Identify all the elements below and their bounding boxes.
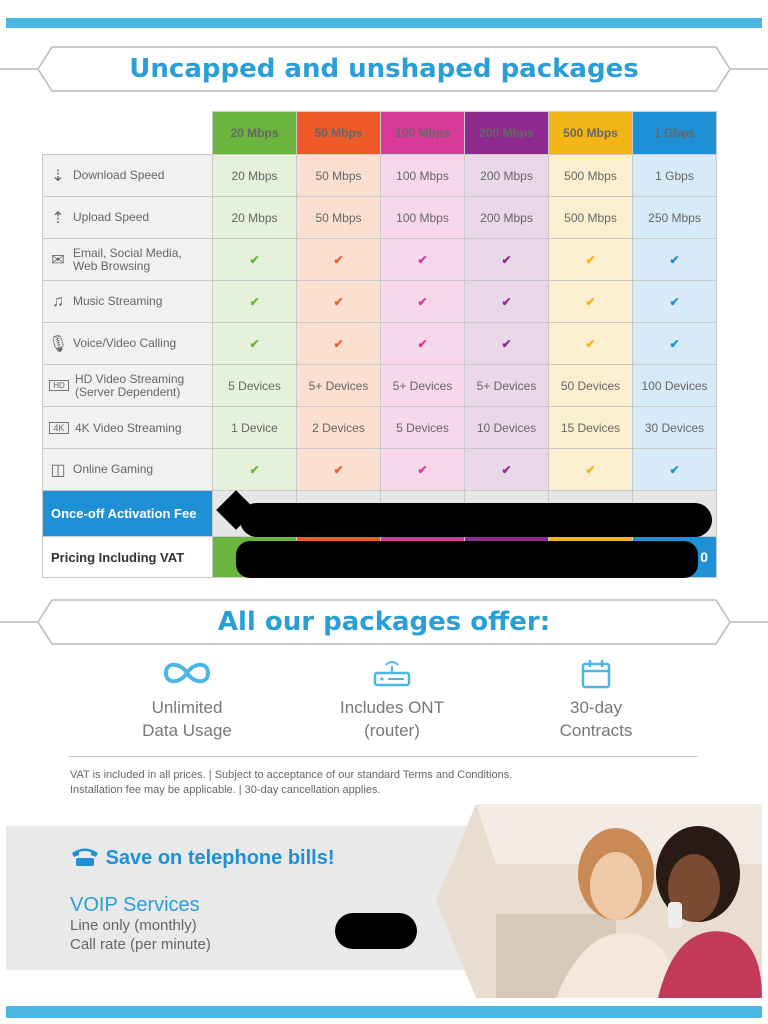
music-icon: ♫ [52, 292, 64, 310]
page-title: Uncapped and unshaped packages [129, 54, 639, 84]
table-cell: 2 Devices [297, 407, 381, 449]
table-row [43, 449, 717, 491]
microphone-icon: 🎙 [47, 335, 69, 353]
check-icon: ✔ [465, 239, 549, 281]
terms-text [70, 768, 710, 798]
table-cell: 5+ Devices [297, 365, 381, 407]
table-cell: 100 Mbps [381, 197, 465, 239]
top-accent-bar [6, 18, 762, 28]
feature-label: Upload Speed [73, 210, 150, 224]
check-icon: ✔ [465, 323, 549, 365]
email-icon: ✉ [51, 251, 65, 269]
offer-line2: Contracts [559, 721, 633, 740]
package-header: 50 Mbps [297, 112, 381, 155]
package-header: 500 Mbps [549, 112, 633, 155]
package-header: 1 Gbps [633, 112, 717, 155]
check-icon: ✔ [465, 281, 549, 323]
check-icon: ✔ [549, 449, 633, 491]
table-row [43, 155, 717, 197]
check-icon: ✔ [213, 281, 297, 323]
table-cell: 200 Mbps [465, 197, 549, 239]
table-row [43, 365, 717, 407]
feature-cell [43, 365, 213, 407]
offers-banner [0, 599, 768, 645]
table-cell: 20 Mbps [213, 155, 297, 197]
check-icon: ✔ [633, 281, 717, 323]
offer-30-day-contracts [506, 656, 686, 742]
table-cell: 30 Devices [633, 407, 717, 449]
router-icon [372, 656, 412, 690]
feature-label: HD Video Streaming (Server Dependent) [75, 371, 185, 399]
feature-label: Email, Social Media, Web Browsing [73, 245, 182, 273]
table-cell: 5 Devices [213, 365, 297, 407]
check-icon: ✔ [633, 449, 717, 491]
table-cell: 100 Mbps [381, 155, 465, 197]
table-cell: 5+ Devices [465, 365, 549, 407]
feature-cell [43, 281, 213, 323]
table-row [43, 197, 717, 239]
upload-icon: ⇡ [51, 209, 65, 227]
gamepad-icon: ◫ [50, 461, 66, 479]
voip-subtitle: VOIP Services [70, 894, 200, 916]
check-icon: ✔ [381, 449, 465, 491]
table-cell: 15 Devices [549, 407, 633, 449]
table-cell: 50 Mbps [297, 155, 381, 197]
table-cell: 50 Devices [549, 365, 633, 407]
offer-line1: Unlimited [151, 698, 223, 717]
check-icon: ✔ [297, 281, 381, 323]
feature-cell [43, 155, 213, 197]
divider [68, 756, 698, 757]
package-header: 100 Mbps [381, 112, 465, 155]
check-icon: ✔ [633, 323, 717, 365]
table-cell: 200 Mbps [465, 155, 549, 197]
header-blank-cell [43, 112, 213, 155]
download-icon: ⇣ [51, 167, 65, 185]
table-cell: 50 Mbps [297, 197, 381, 239]
offer-line2: (router) [364, 721, 420, 740]
packages-banner [0, 46, 768, 92]
check-icon: ✔ [297, 239, 381, 281]
check-icon: ✔ [213, 449, 297, 491]
feature-cell [43, 323, 213, 365]
check-icon: ✔ [381, 281, 465, 323]
photo-two-women-on-phone [436, 804, 762, 998]
table-cell: 500 Mbps [549, 155, 633, 197]
check-icon: ✔ [465, 449, 549, 491]
table-cell: 1 Gbps [633, 155, 717, 197]
check-icon: ✔ [633, 239, 717, 281]
package-header: 200 Mbps [465, 112, 549, 155]
activation-fee-label: Once-off Activation Fee [43, 491, 213, 537]
check-icon: ✔ [549, 239, 633, 281]
feature-label: Online Gaming [73, 462, 154, 476]
table-cell: 5+ Devices [381, 365, 465, 407]
telephone-icon [70, 845, 100, 867]
terms-line-1: VAT is included in all prices. | Subject to acceptance of our standard Terms and Conditions. [70, 769, 513, 781]
feature-cell [43, 449, 213, 491]
table-cell: 1 Device [213, 407, 297, 449]
offer-line2: Data Usage [142, 721, 232, 740]
feature-label: 4K Video Streaming [75, 420, 182, 435]
hd-tv-icon: HD [49, 380, 69, 391]
voip-headline [70, 845, 335, 870]
table-cell: 20 Mbps [213, 197, 297, 239]
package-header: 20 Mbps [213, 112, 297, 155]
table-row [43, 407, 717, 449]
check-icon: ✔ [549, 281, 633, 323]
offer-ont-router [302, 656, 482, 742]
price-cell: 0 [633, 537, 717, 578]
bottom-accent-bar [6, 1006, 762, 1018]
check-icon: ✔ [381, 239, 465, 281]
pricing-label: Pricing Including VAT [43, 537, 213, 578]
table-row [43, 239, 717, 281]
check-icon: ✔ [381, 323, 465, 365]
feature-cell [43, 197, 213, 239]
feature-cell [43, 239, 213, 281]
terms-line-2: Installation fee may be applicable. | 30-day cancellation applies. [70, 784, 381, 796]
redaction-voip-prices [335, 913, 417, 949]
table-row [43, 323, 717, 365]
check-icon: ✔ [549, 323, 633, 365]
4k-tv-icon: 4K [49, 422, 69, 434]
feature-label: Download Speed [73, 168, 165, 182]
redaction-pricing [236, 541, 698, 578]
calendar-icon [579, 656, 613, 690]
offer-line1: 30-day [570, 698, 622, 717]
table-cell: 250 Mbps [633, 197, 717, 239]
feature-cell [43, 407, 213, 449]
feature-label: Music Streaming [73, 294, 163, 308]
table-row [43, 281, 717, 323]
table-header-row [43, 112, 717, 155]
voip-call-rate: Call rate (per minute) [70, 936, 211, 953]
infinity-icon [160, 656, 214, 690]
offer-unlimited-data [97, 656, 277, 742]
feature-label: Voice/Video Calling [73, 336, 177, 350]
check-icon: ✔ [297, 449, 381, 491]
offers-title: All our packages offer: [217, 607, 551, 637]
offer-line1: Includes ONT [340, 698, 444, 717]
table-cell: 500 Mbps [549, 197, 633, 239]
table-cell: 5 Devices [381, 407, 465, 449]
check-icon: ✔ [297, 323, 381, 365]
table-cell: 10 Devices [465, 407, 549, 449]
voip-headline-text: Save on telephone bills! [105, 847, 335, 869]
check-icon: ✔ [213, 239, 297, 281]
voip-line-only: Line only (monthly) [70, 917, 197, 934]
check-icon: ✔ [213, 323, 297, 365]
redaction-activation [240, 503, 712, 537]
table-cell: 100 Devices [633, 365, 717, 407]
